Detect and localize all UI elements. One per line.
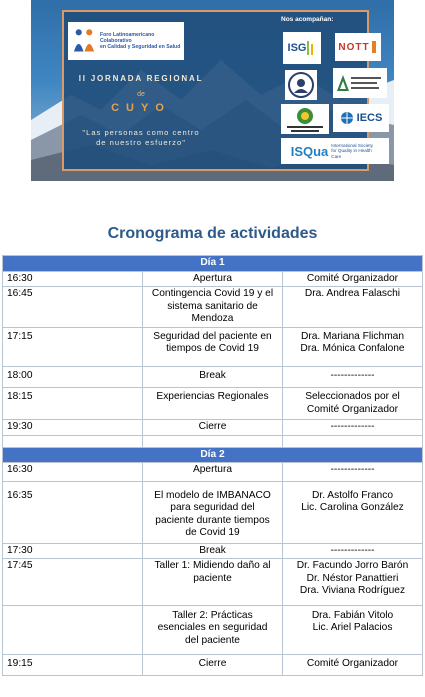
responsible-line: Dra. Mónica Confalone bbox=[300, 343, 405, 354]
activity-cell bbox=[143, 327, 283, 366]
time-cell: 19:15 bbox=[3, 655, 143, 676]
isqua-logo bbox=[281, 138, 389, 164]
activity-cell bbox=[143, 481, 283, 543]
asociacion-text-lines-icon bbox=[350, 74, 384, 92]
activity-line: paciente durante tiempos bbox=[155, 514, 270, 526]
activity-line: Cierre bbox=[198, 658, 227, 669]
responsible-line: Dr. Facundo Jorro Barón bbox=[296, 560, 409, 571]
foro-logo-line-2: en Calidad y Seguridad en Salud bbox=[99, 44, 181, 50]
activity-cell bbox=[143, 271, 283, 287]
responsible-cell bbox=[283, 543, 423, 559]
sponsors-heading: Nos acompañan: bbox=[281, 16, 334, 23]
responsible-cell bbox=[283, 420, 423, 436]
clinicas-logo bbox=[281, 104, 329, 134]
responsible-line: Lic. Ariel Palacios bbox=[312, 622, 393, 633]
responsible-line: Dr. Astolfo Franco bbox=[312, 489, 393, 501]
responsible-line: Comité Organizador bbox=[306, 658, 399, 669]
activity-line: tiempos de Covid 19 bbox=[166, 343, 259, 354]
responsible-line: ------------- bbox=[330, 544, 375, 556]
responsible-line: Dra. Fabián Vitolo bbox=[311, 609, 394, 621]
responsible-line: Dra. Viviana Rodríguez bbox=[299, 585, 406, 596]
page-title: Cronograma de actividades bbox=[107, 225, 318, 242]
activity-cell bbox=[143, 559, 283, 606]
activity-line: Mendoza bbox=[191, 313, 234, 324]
foro-logo-line-1: Foro Latinoamericano Colaborativo bbox=[99, 32, 155, 44]
activity-line: Taller 2: Prácticas bbox=[172, 609, 253, 621]
activity-line: de Covid 19 bbox=[185, 527, 240, 538]
responsible-cell bbox=[283, 366, 423, 388]
isqua-logo-text: ISQua bbox=[290, 143, 329, 159]
iecs-logo-text: IECS bbox=[356, 112, 383, 124]
activity-line: para seguridad del bbox=[170, 502, 255, 513]
time-cell: 16:45 bbox=[3, 287, 143, 328]
isqua-subtitle: International Society for Quality in Health Care bbox=[331, 142, 373, 159]
day-1-header-row bbox=[3, 256, 423, 272]
time-cell: 16:30 bbox=[3, 271, 143, 287]
activity-line: Contingencia Covid 19 y el bbox=[151, 288, 274, 299]
activity-line: Experiencias Regionales bbox=[156, 391, 269, 402]
event-motto bbox=[67, 128, 215, 148]
activity-line: Cierre bbox=[198, 421, 227, 432]
isg-logo bbox=[283, 32, 321, 64]
spacer-row bbox=[3, 435, 423, 447]
nott-bar-icon bbox=[370, 40, 378, 54]
time-cell bbox=[3, 605, 143, 655]
motto-line-1: "Las personas como centro bbox=[82, 128, 200, 137]
activity-line: paciente bbox=[193, 572, 232, 584]
activity-line: Seguridad del paciente en bbox=[153, 330, 272, 342]
time-cell: 19:30 bbox=[3, 420, 143, 436]
table-row bbox=[3, 463, 423, 482]
iecs-logo bbox=[333, 104, 389, 132]
spacer-cell bbox=[143, 435, 283, 447]
activity-line: Break bbox=[199, 369, 226, 381]
circular-emblem-logo bbox=[285, 70, 317, 100]
time-cell: 16:30 bbox=[3, 463, 143, 482]
responsible-cell bbox=[283, 481, 423, 543]
time-cell: 17:15 bbox=[3, 327, 143, 366]
responsible-line: ------------- bbox=[330, 369, 375, 381]
nott-logo bbox=[335, 33, 381, 61]
table-row bbox=[3, 287, 423, 328]
activity-line: Taller 1: Midiendo daño al bbox=[154, 560, 271, 571]
time-cell: 17:45 bbox=[3, 559, 143, 606]
activity-cell bbox=[143, 366, 283, 388]
responsible-line: Lic. Carolina González bbox=[301, 502, 404, 513]
activity-cell bbox=[143, 655, 283, 676]
responsible-cell bbox=[283, 655, 423, 676]
responsible-cell bbox=[283, 559, 423, 606]
responsible-line: ------------- bbox=[330, 421, 375, 432]
responsible-line: Dr. Néstor Panattieri bbox=[306, 572, 399, 584]
foro-logo bbox=[68, 22, 184, 60]
table-row bbox=[3, 543, 423, 559]
table-row bbox=[3, 605, 423, 655]
responsible-cell bbox=[283, 287, 423, 328]
responsible-cell bbox=[283, 388, 423, 420]
table-row bbox=[3, 655, 423, 676]
table-row bbox=[3, 271, 423, 287]
table-row bbox=[3, 559, 423, 606]
activity-line: del paciente bbox=[185, 634, 240, 646]
responsible-cell bbox=[283, 463, 423, 482]
responsible-line: Comité Organizador bbox=[306, 272, 399, 284]
activity-cell bbox=[143, 543, 283, 559]
responsible-line: ------------- bbox=[330, 464, 375, 475]
activity-cell bbox=[143, 287, 283, 328]
responsible-line: Dra. Mariana Flichman bbox=[300, 330, 405, 342]
activity-cell bbox=[143, 605, 283, 655]
nott-logo-text: NOTT bbox=[338, 41, 370, 53]
iecs-globe-icon bbox=[340, 111, 354, 125]
table-row bbox=[3, 366, 423, 388]
activity-cell bbox=[143, 463, 283, 482]
jornada-de: de bbox=[137, 91, 145, 98]
foro-people-icon bbox=[72, 26, 97, 56]
emblem-icon bbox=[287, 71, 315, 99]
responsible-cell bbox=[283, 327, 423, 366]
time-cell: 18:00 bbox=[3, 366, 143, 388]
time-cell: 17:30 bbox=[3, 543, 143, 559]
table-row bbox=[3, 388, 423, 420]
responsible-cell bbox=[283, 605, 423, 655]
responsible-line: Dra. Andrea Falaschi bbox=[304, 288, 401, 299]
triangle-a-icon bbox=[336, 74, 350, 92]
schedule-table bbox=[2, 255, 423, 676]
clinicas-emblem-icon bbox=[283, 105, 327, 133]
day-1-label: Día 1 bbox=[3, 256, 423, 272]
activity-line: Apertura bbox=[192, 464, 233, 475]
activity-cell bbox=[143, 388, 283, 420]
activity-line: esenciales en seguridad bbox=[157, 622, 268, 633]
activity-line: El modelo de IMBANACO bbox=[154, 489, 271, 501]
asociacion-logo bbox=[333, 68, 387, 98]
responsible-line: Comité Organizador bbox=[306, 403, 399, 415]
responsible-cell bbox=[283, 271, 423, 287]
responsible-line: Seleccionados por el bbox=[305, 391, 400, 402]
activity-line: Apertura bbox=[192, 272, 233, 284]
day-2-label: Día 2 bbox=[3, 447, 423, 463]
time-cell: 16:35 bbox=[3, 481, 143, 543]
activity-cell bbox=[143, 420, 283, 436]
day-2-header-row bbox=[3, 447, 423, 463]
spacer-cell bbox=[3, 435, 143, 447]
time-cell: 18:15 bbox=[3, 388, 143, 420]
table-row bbox=[3, 481, 423, 543]
isg-bars-icon bbox=[306, 39, 316, 57]
region-name: CUYO bbox=[111, 102, 171, 114]
table-row bbox=[3, 420, 423, 436]
table-row bbox=[3, 327, 423, 366]
spacer-cell bbox=[283, 435, 423, 447]
motto-line-2: de nuestro esfuerzo" bbox=[96, 138, 186, 147]
isg-logo-text: ISG bbox=[287, 42, 307, 54]
activity-line: Break bbox=[199, 544, 226, 556]
event-banner bbox=[31, 0, 394, 181]
activity-line: sistema sanitario de bbox=[167, 300, 258, 312]
jornada-title: II JORNADA REGIONAL bbox=[78, 74, 204, 83]
